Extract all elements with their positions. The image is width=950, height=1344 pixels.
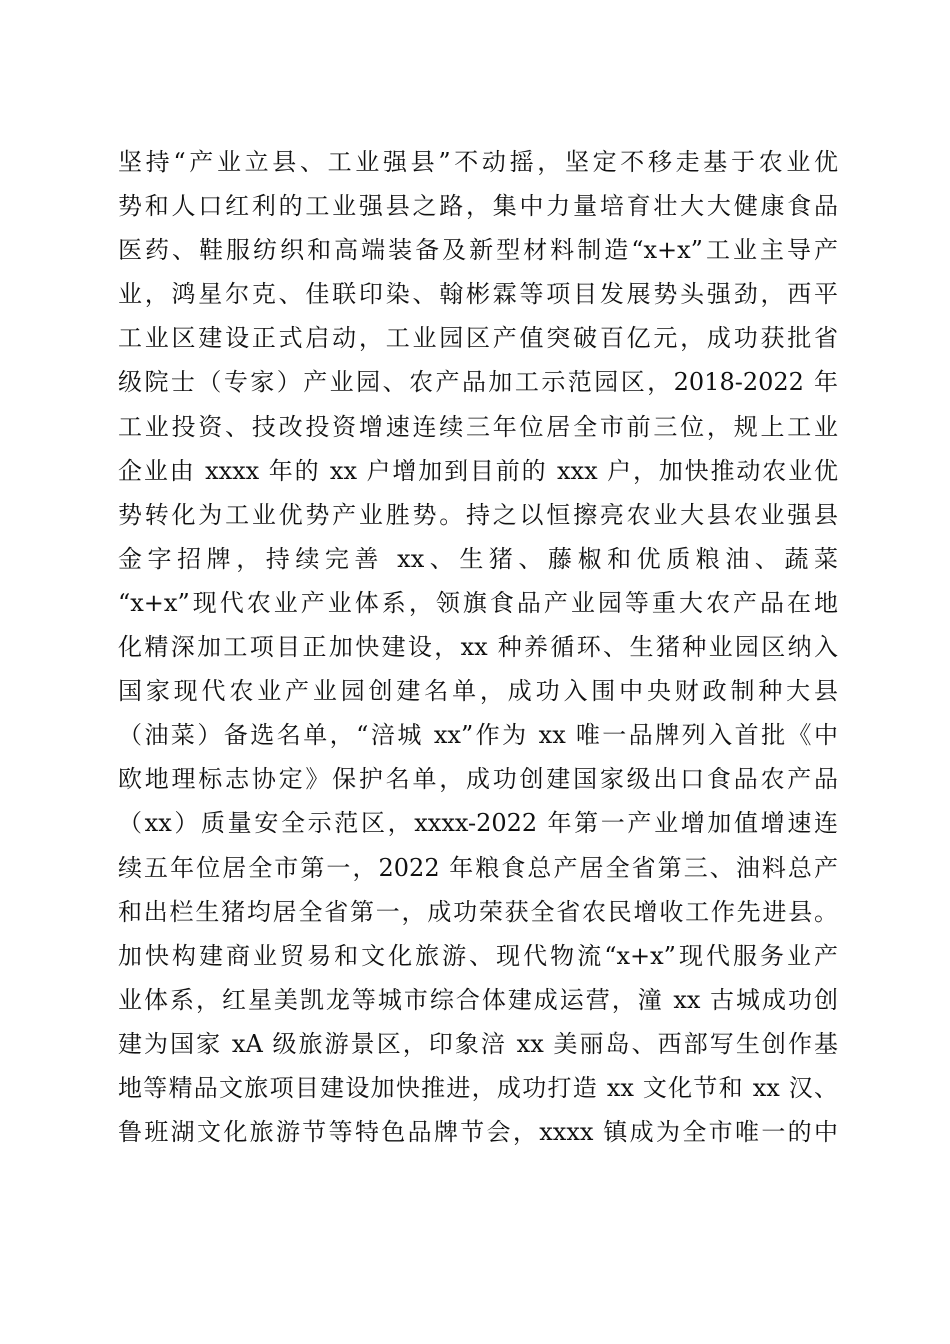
text-line: 坚持“产业立县、工业强县”不动摇，坚定不移走基于农业优 [118,148,838,176]
body-paragraph [118,140,838,1154]
text-line: 企业由 xxxx 年的 xx 户增加到目前的 xxx 户，加快推动农业优 [118,456,838,485]
text-line: 建为国家 xA 级旅游景区，印象涪 xx 美丽岛、西部写生创作基 [118,1029,838,1058]
text-line: 鲁班湖文化旅游节等特色品牌节会，xxxx 镇成为全市唯一的中 [118,1118,838,1147]
text-line: “x+x”现代农业产业体系，领旗食品产业园等重大农产品在地 [118,588,838,617]
text-line: 级院士（专家）产业园、农产品加工示范园区，2018-2022 年 [118,368,838,397]
text-line: 业，鸿星尔克、佳联印染、翰彬霖等项目发展势头强劲，西平 [118,280,838,309]
text-line: 工业区建设正式启动，工业园区产值突破百亿元，成功获批省 [118,324,838,353]
text-line: 医药、鞋服纺织和高端装备及新型材料制造“x+x”工业主导产 [118,236,838,265]
text-line: 和出栏生猪均居全省第一，成功荣获全省农民增收工作先进县。 [118,897,838,926]
text-line: 化精深加工项目正加快建设，xx 种养循环、生猪种业园区纳入 [118,633,838,662]
text-line: 势和人口红利的工业强县之路，集中力量培育壮大大健康食品 [118,192,838,221]
text-line: 业体系，红星美凯龙等城市综合体建成运营，潼 xx 古城成功创 [118,985,838,1014]
text-line: （xx）质量安全示范区，xxxx-2022 年第一产业增加值增速连 [118,809,838,838]
text-line: 续五年位居全市第一，2022 年粮食总产居全省第三、油料总产 [118,853,838,882]
text-line: （油菜）备选名单，“涪城 xx”作为 xx 唯一品牌列入首批《中 [118,721,838,750]
text-line: 加快构建商业贸易和文化旅游、现代物流“x+x”现代服务业产 [118,941,838,970]
text-line: 金字招牌，持续完善 xx、生猪、藤椒和优质粮油、蔬菜 [118,544,838,573]
text-line: 地等精品文旅项目建设加快推进，成功打造 xx 文化节和 xx 汉、 [118,1073,838,1102]
text-line: 势转化为工业优势产业胜势。持之以恒擦亮农业大县农业强县 [118,500,838,529]
text-line: 工业投资、技改投资增速连续三年位居全市前三位，规上工业 [118,412,838,441]
text-line: 欧地理标志协定》保护名单，成功创建国家级出口食品农产品 [118,765,838,794]
text-line: 国家现代农业产业园创建名单，成功入围中央财政制种大县 [118,677,838,706]
